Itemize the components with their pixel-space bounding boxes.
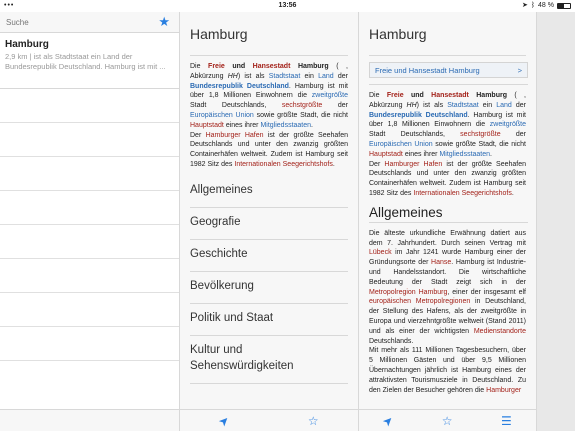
link-zweitgroesste[interactable]: zweitgrößte (311, 92, 348, 100)
intro-text: ( , Abkürzung (190, 63, 348, 80)
intro-text: und (410, 92, 424, 99)
empty-row (0, 225, 179, 259)
link-freie[interactable]: Freie (208, 63, 225, 70)
intro-text: ( , Abkürzung (369, 92, 526, 109)
heading-allgemeines: Allgemeines (369, 199, 528, 223)
intro-text: Stadt Deutschlands, (190, 102, 267, 110)
intro-text: Stadt Deutschlands, (369, 131, 445, 139)
section-geschichte[interactable]: Geschichte (190, 240, 348, 272)
body-text: in Deutschland, der Stellung des Hafens, als der zweitgrößte in Europa und vierzehntgrößte weltweit (Stand 2011) und als einer der wichtigsten (369, 298, 526, 335)
empty-row (0, 191, 179, 225)
intro-text: der (515, 131, 526, 139)
detail-column (359, 12, 537, 431)
intro-text: Die (190, 63, 201, 70)
search-bottom-bar (0, 409, 179, 431)
intro-text: sowie größte Stadt, die nicht (435, 140, 526, 148)
body-text: Deutschlands. (369, 337, 414, 345)
link-land[interactable]: Land (318, 72, 334, 80)
intro-text: ) ist als (237, 72, 265, 80)
link-mitgliedsstaaten[interactable]: Mitgliedsstaaten (439, 150, 491, 158)
search-column (0, 12, 180, 431)
bluetooth-icon: ᛒ (530, 2, 536, 9)
intro-text: der (337, 102, 348, 110)
body-text: , einer der insgesamt elf (447, 288, 526, 296)
intro-text: ist der größte Seehafen Deutschlands und unter den zwanzig größten Containerhäfen weltweit. Zudem ist Hamburg seit 1982 Sitz des (369, 160, 527, 197)
link-eu[interactable]: Europäischen Union (369, 140, 433, 148)
link-sechstgroesste[interactable]: sechstgrößte (281, 102, 323, 110)
link-brd[interactable]: Bundesrepublik Deutschland (369, 111, 468, 119)
list-icon[interactable]: ☰ (501, 413, 512, 428)
status-time: 13:56 (278, 2, 297, 9)
star-icon[interactable]: ☆ (307, 413, 319, 428)
link-brd[interactable]: Bundesrepublik Deutschland (190, 82, 289, 90)
location-arrow-icon[interactable]: ➤ (379, 411, 397, 430)
chevron-right-icon: > (517, 65, 522, 75)
link-medienstandorte[interactable]: Medienstandorte (473, 327, 526, 335)
section-kultur[interactable]: Kultur und Sehenswürdigkeiten (190, 336, 348, 384)
location-arrow-icon: ➤ (521, 2, 528, 9)
body-text: Mit mehr als 111 Millionen Tagesbesuchern, über 5 Millionen Gästen und über 9,5 Millionen Übernachtungen jährlich ist Hamburg eines der attraktivsten Tourismusziele in Deutschland. Zu den Zielen der Besucher gehören die (369, 347, 526, 394)
article-intro (180, 56, 358, 170)
intro-text: der (337, 72, 348, 80)
link-hamburger[interactable]: Hamburger (486, 386, 522, 394)
link-hauptstadt[interactable]: Hauptstadt (190, 121, 224, 129)
link-land[interactable]: Land (496, 101, 512, 109)
battery-fill (558, 4, 564, 8)
section-geografie[interactable]: Geografie (190, 208, 348, 240)
link-hansestadt[interactable]: Hansestadt (252, 63, 291, 70)
empty-row (0, 293, 179, 327)
intro-text: . (311, 121, 313, 129)
link-seegerichtshof[interactable]: Internationalen Seegerichtshofs (413, 189, 512, 197)
link-zweitgroesste[interactable]: zweitgrößte (489, 121, 526, 129)
intro-text: Der (369, 160, 381, 168)
intro-bold-hamburg: Hamburg (297, 63, 329, 70)
intro-text: der (515, 101, 526, 109)
intro-text: . (511, 189, 514, 197)
intro-text: ein (304, 72, 314, 80)
body-text: . Hamburg ist Industrie- und Handelsstandort. Die wirtschaftliche Bedeutung der Stadt zeigt sich in der (369, 259, 526, 286)
intro-abbr: HH (406, 101, 417, 109)
empty-row (0, 157, 179, 191)
battery-text: 48 % (538, 2, 554, 9)
location-arrow-icon[interactable]: ➤ (215, 411, 233, 430)
empty-row (0, 123, 179, 157)
intro-abbr: HH (227, 72, 238, 80)
section-list (180, 176, 358, 384)
detail-intro (359, 85, 536, 199)
link-sechstgroesste[interactable]: sechstgrößte (460, 131, 501, 139)
allgemeines-text (359, 223, 536, 396)
link-seegerichtshof[interactable]: Internationalen Seegerichtshofs (234, 160, 333, 168)
intro-text: Die (369, 92, 380, 99)
article-title: Hamburg (190, 12, 348, 56)
toc-label: Freie und Hansestadt Hamburg (375, 65, 480, 75)
intro-text: Der (190, 131, 202, 139)
article-column (180, 12, 359, 431)
body-text: im Jahr 1241 wurde Hamburg einer der Gründungsorte der (369, 249, 526, 267)
intro-text: . Hamburg ist mit über 1,8 Millionen Einwohnern die (190, 82, 348, 100)
intro-text: eines ihrer (225, 121, 259, 129)
toc-link[interactable] (369, 62, 528, 78)
link-eu[interactable]: Europäischen Union (190, 111, 254, 119)
link-hauptstadt[interactable]: Hauptstadt (369, 150, 403, 158)
favorites-star-icon[interactable]: ★ (158, 14, 170, 29)
empty-row (0, 327, 179, 361)
search-input[interactable] (0, 13, 150, 33)
intro-bold-hamburg: Hamburg (476, 92, 507, 99)
link-hansestadt[interactable]: Hansestadt (431, 92, 469, 99)
intro-text: sowie größte Stadt, die nicht (256, 111, 349, 119)
link-hafen[interactable]: Hamburger Hafen (205, 131, 264, 139)
signal-indicator: ••• (4, 2, 15, 9)
intro-text: ) ist als (416, 101, 444, 109)
link-stadtstaat[interactable]: Stadtstaat (268, 72, 301, 80)
link-hanse[interactable]: Hanse (431, 259, 452, 267)
intro-text: ein (482, 101, 493, 109)
link-luebeck[interactable]: Lübeck (369, 249, 392, 257)
article-toolbar (180, 409, 358, 431)
section-allgemeines[interactable]: Allgemeines (190, 176, 348, 208)
intro-text: ist der größte Seehafen Deutschlands und unter den zwanzig größten Containerhäfen weltweit. Zudem ist Hamburg seit 1982 Sitz des (190, 131, 348, 168)
link-mitgliedsstaaten[interactable]: Mitgliedsstaaten (260, 121, 312, 129)
intro-text: . (332, 160, 335, 168)
result-title: Hamburg (5, 39, 49, 50)
intro-text: eines ihrer (404, 150, 438, 158)
status-right (522, 0, 571, 12)
link-stadtstaat[interactable]: Stadtstaat (447, 101, 479, 109)
detail-toolbar (359, 409, 536, 431)
empty-row (0, 89, 179, 123)
result-subtitle: 2,9 km | ist als Stadtstaat ein Land der Bundesrepublik Deutschland. Hamburg ist mit ... (5, 52, 166, 71)
body-text: Die älteste urkundliche Erwähnung datiert aus dem 7. Jahrhundert. Durch seinen Vertrag mit (369, 229, 526, 247)
link-eu-metropolregionen[interactable]: europäischen Metropolregionen (369, 298, 471, 306)
empty-row (0, 259, 179, 293)
intro-text: . (490, 150, 492, 158)
link-hafen[interactable]: Hamburger Hafen (384, 160, 443, 168)
search-result-hamburg[interactable] (0, 33, 179, 89)
battery-icon (557, 3, 571, 9)
section-politik[interactable]: Politik und Staat (190, 304, 348, 336)
intro-text: . Hamburg ist mit über 1,8 Millionen Einwohnern die (369, 111, 526, 129)
intro-text: und (232, 63, 246, 70)
link-metropolregion[interactable]: Metropolregion Hamburg (369, 288, 448, 296)
status-bar (0, 0, 575, 12)
star-icon[interactable]: ☆ (441, 413, 453, 428)
section-bevoelkerung[interactable]: Bevölkerung (190, 272, 348, 304)
detail-title: Hamburg (369, 12, 526, 56)
link-freie[interactable]: Freie (386, 92, 404, 99)
search-bar (0, 12, 179, 33)
side-panel (537, 12, 575, 431)
